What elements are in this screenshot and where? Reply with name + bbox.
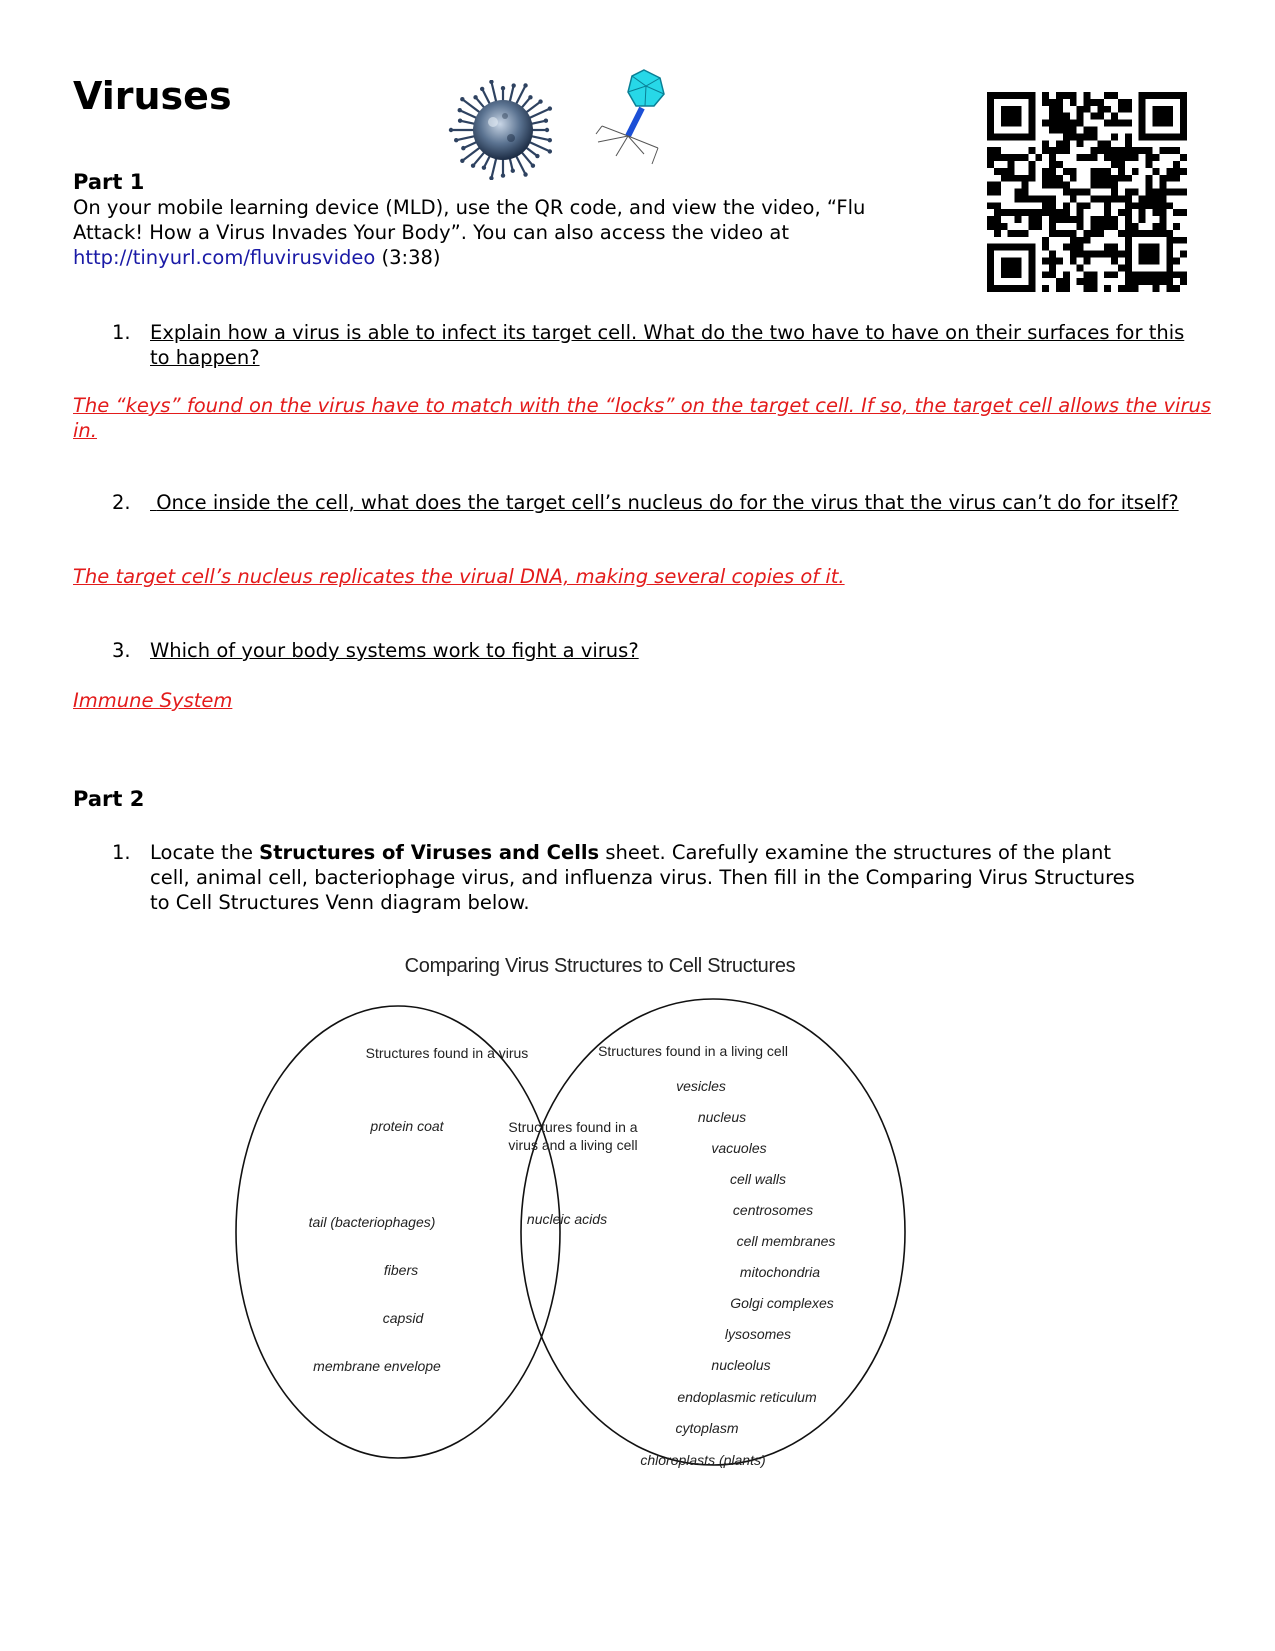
shared-label: virus and a living cell [508, 1137, 638, 1153]
cell-structure: centrosomes [732, 1202, 814, 1218]
cell-structure: vacuoles [711, 1140, 767, 1156]
sheet-name: Structures of Viruses and Cells [259, 841, 600, 864]
virus-structure: fibers [383, 1262, 419, 1278]
virus-circle [236, 1006, 560, 1458]
virus-structure: membrane envelope [313, 1358, 441, 1374]
cell-structure: lysosomes [724, 1326, 792, 1342]
question-number: 1. [112, 321, 131, 344]
virus-label: Structures found in a virus [365, 1045, 529, 1061]
virus-structure: tail (bacteriophages) [308, 1214, 436, 1230]
video-duration: (3:38) [381, 246, 441, 269]
instruction-part: sheet. Carefully examine the structures of the plant cell, animal cell, bacteriophage virus, and influenza virus. Then fill in the Comparing Virus Structures to Cell Structures Venn diagram below. [150, 841, 1135, 914]
virus-structure: protein coat [370, 1118, 444, 1134]
cell-structure: vesicles [676, 1078, 726, 1094]
question-number: 3. [112, 639, 131, 662]
question-number: 1. [112, 841, 131, 864]
cell-structure: endoplasmic reticulum [677, 1389, 817, 1405]
instruction-part: Locate the [150, 841, 260, 864]
answer-3: Immune System [73, 689, 233, 712]
cell-structure: cell membranes [736, 1233, 836, 1249]
cell-structure: nucleolus [711, 1357, 771, 1373]
answer-2: The target cell’s nucleus replicates the virual DNA, making several copies of it. [73, 565, 845, 588]
cell-structure: mitochondria [739, 1264, 821, 1280]
question-text: Which of your body systems work to fight a virus? [150, 639, 639, 662]
cell-structure: chloroplasts (plants) [640, 1452, 766, 1468]
page-title: Viruses [73, 74, 232, 118]
question-number: 2. [112, 491, 131, 514]
cell-structure: cytoplasm [675, 1420, 739, 1436]
question-text: Once inside the cell, what does the target cell’s nucleus do for the virus that the virus can’t do for itself? [150, 491, 1179, 514]
cell-structure: nucleus [697, 1109, 747, 1125]
part1-intro-line1: On your mobile learning device (MLD), use the QR code, and view the video, “Flu [73, 196, 866, 219]
cell-structure: cell walls [729, 1171, 787, 1187]
venn-title: Comparing Virus Structures to Cell Structures [404, 955, 796, 977]
cell-structure: Golgi complexes [730, 1295, 834, 1311]
shared-label: Structures found in a [508, 1119, 638, 1135]
answer-1: The “keys” found on the virus have to match with the “locks” on the target cell. If so, the target cell allows the virus in. [73, 394, 1211, 442]
part1-heading: Part 1 [73, 170, 145, 194]
shared-structure: nucleic acids [526, 1211, 608, 1227]
cell-label: Structures found in a living cell [598, 1043, 788, 1059]
part2-heading: Part 2 [73, 787, 145, 811]
part1-intro-line2: Attack! How a Virus Invades Your Body”. You can also access the video at [73, 221, 789, 244]
question-text: Explain how a virus is able to infect its target cell. What do the two have to have on their surfaces for this to happen? [150, 321, 1185, 369]
virus-structure: capsid [382, 1310, 424, 1326]
video-link[interactable]: http://tinyurl.com/fluvirusvideo [73, 246, 376, 269]
